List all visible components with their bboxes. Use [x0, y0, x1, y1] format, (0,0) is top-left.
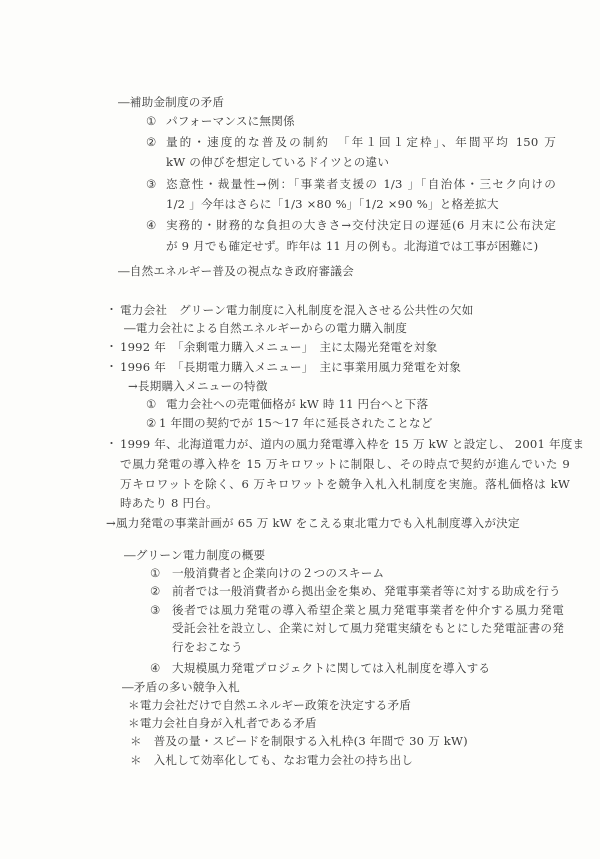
- heading-shingikai: ―自然エネルギー普及の視点なき政府審議会: [118, 264, 354, 278]
- green-text: 後者では風力発電の導入希望企業と風力発電事業者を仲介する風力発電: [172, 603, 564, 617]
- item-text: パフォーマンスに無関係: [166, 114, 295, 128]
- feature-text: 電力会社への売電価格が kW 時 11 円台へと下落: [166, 397, 429, 411]
- item-text-cont: kW の伸びを想定しているドイツとの違い: [166, 155, 390, 169]
- item-text: 恣意性・裁量性→例：「事業者支援の 1/3 」「自治体・三セク向けの: [166, 177, 556, 191]
- bullet-text: 1992 年 「余剰電力購入メニュー」 主に太陽光発電を対象: [120, 340, 438, 354]
- bullet-dot: ・: [106, 340, 117, 353]
- bullet-text: 1996 年 「長期電力購入メニュー」 主に事業用風力発電を対象: [120, 360, 462, 374]
- item-marker: ①: [146, 114, 157, 128]
- heading-mujun: ―矛盾の多い競争入札: [122, 680, 240, 694]
- green-text: 前者では一般消費者から拠出金を集め、発電事業者等に対する助成を行う: [172, 584, 561, 598]
- bullet-text: 電力会社 グリーン電力制度に入札制度を混入させる公共性の欠如: [120, 303, 474, 317]
- mujun-item: ＊電力会社だけで自然エネルギー政策を決定する矛盾: [128, 698, 412, 712]
- green-text: 一般消費者と企業向けの２つのスキーム: [172, 566, 385, 580]
- heading-hojokin: ―補助金制度の矛盾: [118, 95, 225, 109]
- item-text: 実務的・財務的な負担の大きさ→交付決定日の遅延(6 月末に公布決定: [166, 218, 556, 232]
- green-text-cont: 受託会社を設立し、企業に対して風力発電実績をもとにした発電証書の発: [172, 621, 564, 635]
- green-marker: ①: [150, 566, 161, 580]
- green-text: 大規模風力発電プロジェクトに関しては入札制度を導入する: [172, 661, 491, 675]
- item-text: 量的・速度的な普及の制約 「年１回１定枠」、年間平均 150 万: [166, 135, 556, 149]
- feature-marker: ②: [146, 416, 157, 430]
- green-marker: ③: [150, 603, 161, 617]
- bullet-dot: ・: [106, 303, 117, 316]
- item-marker: ②: [146, 135, 157, 149]
- heading-green: ―グリーン電力制度の概要: [124, 548, 266, 562]
- item-text-cont: が 9 月でも確定せず。昨年は 11 月の例も。北海道では工事が困難に): [166, 239, 539, 253]
- bullet-dot: ・: [106, 437, 117, 450]
- mujun-item: ＊ 入札して効率化しても、なお電力会社の持ち出し: [130, 753, 414, 767]
- green-marker: ②: [150, 584, 161, 598]
- item-text-cont: 1/2 」今年はさらに「1/3 ×80 %」「1/2 ×90 %」と格差拡大: [166, 197, 499, 211]
- sub-heading: ―電力会社による自然エネルギーからの電力購入制度: [124, 321, 408, 335]
- mujun-item: ＊ 普及の量・スピードを制限する入札枠(3 年間で 30 万 kW): [130, 734, 468, 748]
- bullet-paragraph-line: で風力発電の導入枠を 15 万キロワットに制限し、その時点で契約が進んでいた 9: [120, 457, 570, 471]
- bullet-paragraph-line: 1999 年、北海道電力が、道内の風力発電導入枠を 15 万 kW と設定し、 2001 年度ま: [120, 437, 585, 451]
- item-marker: ④: [146, 218, 157, 232]
- bullet-dot: ・: [106, 360, 117, 373]
- green-marker: ④: [150, 661, 161, 675]
- feature-text: 1 年間の契約でが 15～17 年に延長されたことなど: [159, 416, 433, 430]
- sub-heading: →長期購入メニューの特徴: [128, 379, 268, 393]
- feature-marker: ①: [146, 397, 157, 411]
- green-text-cont: 行をおこなう: [172, 640, 243, 654]
- bullet-paragraph-line: 万キロワットを除く、6 万キロワットを競争入札入札制度を実施。落札価格は kW: [120, 477, 570, 491]
- bullet-paragraph-line: 時あたり 8 円台。: [120, 496, 218, 510]
- mujun-item: ＊電力会社自身が入札者である矛盾: [128, 716, 317, 730]
- item-marker: ③: [146, 177, 157, 191]
- arrow-conclusion: →風力発電の事業計画が 65 万 kW をこえる東北電力でも入札制度導入が決定: [106, 516, 520, 530]
